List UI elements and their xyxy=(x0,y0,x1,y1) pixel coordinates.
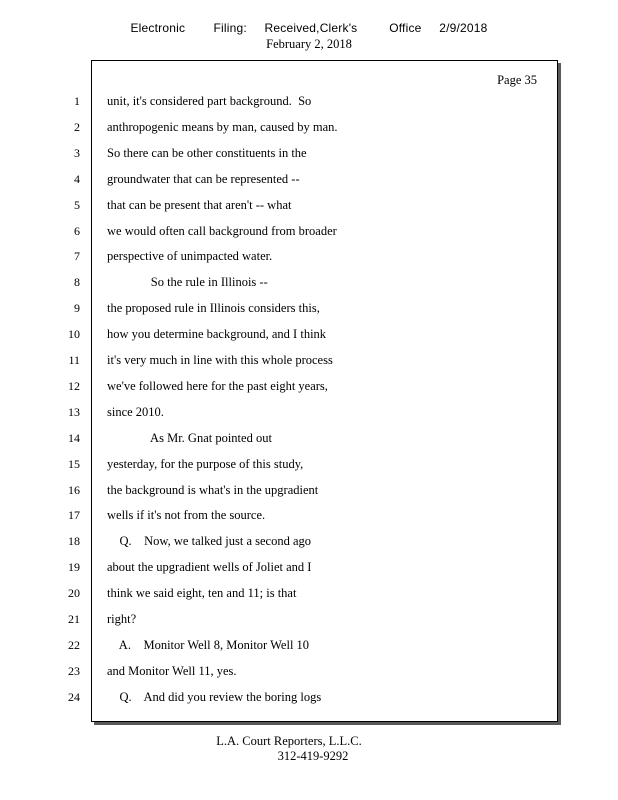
line-number: 10 xyxy=(68,327,80,342)
line-number: 4 xyxy=(74,171,80,186)
line-text: anthropogenic means by man, caused by man. xyxy=(107,119,338,134)
line-text: perspective of unimpacted water. xyxy=(107,249,273,264)
line-number: 19 xyxy=(68,560,80,575)
line-text: A. Monitor Well 8, Monitor Well 10 xyxy=(107,637,310,652)
line-number: 22 xyxy=(68,637,80,652)
line-number: 14 xyxy=(68,430,80,445)
line-text: since 2010. xyxy=(107,404,164,419)
transcript-date: February 2, 2018 xyxy=(266,37,352,51)
line-number: 20 xyxy=(68,586,80,601)
line-text: and Monitor Well 11, yes. xyxy=(107,663,237,678)
line-number: 2 xyxy=(74,119,80,134)
line-text: yesterday, for the purpose of this study, xyxy=(107,456,304,471)
line-number: 18 xyxy=(68,534,80,549)
line-number: 12 xyxy=(68,378,80,393)
line-number: 23 xyxy=(68,663,80,678)
line-number: 7 xyxy=(74,249,80,264)
line-text: think we said eight, ten and 11; is that xyxy=(107,586,297,601)
page-number: Page 35 xyxy=(497,73,537,87)
line-number: 3 xyxy=(74,145,80,160)
line-text: we would often call background from broader xyxy=(107,223,337,238)
line-number: 11 xyxy=(68,353,80,367)
line-text: wells if it's not from the source. xyxy=(107,508,266,523)
footer-company: L.A. Court Reporters, L.L.C. xyxy=(216,734,362,748)
footer-phone: 312-419-9292 xyxy=(277,749,349,763)
line-number: 13 xyxy=(68,404,80,419)
line-text: right? xyxy=(107,612,137,626)
line-number: 15 xyxy=(68,456,80,471)
line-number: 5 xyxy=(74,197,80,212)
filing-stamp-received: Received,Clerk's xyxy=(264,21,358,35)
line-number: 8 xyxy=(74,275,80,290)
line-text: the proposed rule in Illinois considers this, xyxy=(107,301,320,316)
line-text: So the rule in Illinois -- xyxy=(107,275,268,290)
line-number: 24 xyxy=(68,689,80,704)
line-text: how you determine background, and I think xyxy=(107,327,327,342)
filing-stamp-office: Office xyxy=(389,21,422,35)
line-number: 17 xyxy=(68,508,80,523)
line-text: groundwater that can be represented -- xyxy=(107,171,300,186)
line-text: unit, it's considered part background. So xyxy=(107,94,312,108)
line-text: As Mr. Gnat pointed out xyxy=(107,430,272,445)
filing-stamp-electronic: Electronic xyxy=(130,21,186,35)
line-text: that can be present that aren't -- what xyxy=(107,197,292,212)
line-text: the background is what's in the upgradient xyxy=(107,482,319,497)
line-text: it's very much in line with this whole process xyxy=(107,353,333,367)
filing-stamp-filing: Filing: xyxy=(213,21,247,35)
line-text: Q. Now, we talked just a second ago xyxy=(107,534,312,549)
line-number: 21 xyxy=(68,612,80,626)
line-number: 6 xyxy=(74,223,80,238)
line-number: 1 xyxy=(74,94,80,108)
line-number: 9 xyxy=(74,301,80,316)
line-text: Q. And did you review the boring logs xyxy=(107,689,322,704)
line-text: about the upgradient wells of Joliet and I xyxy=(107,560,312,575)
line-number: 16 xyxy=(68,482,80,497)
filing-stamp-date: 2/9/2018 xyxy=(439,21,488,35)
line-text: So there can be other constituents in the xyxy=(107,145,307,160)
filing-stamp xyxy=(0,21,618,35)
line-text: we've followed here for the past eight years, xyxy=(107,378,328,393)
